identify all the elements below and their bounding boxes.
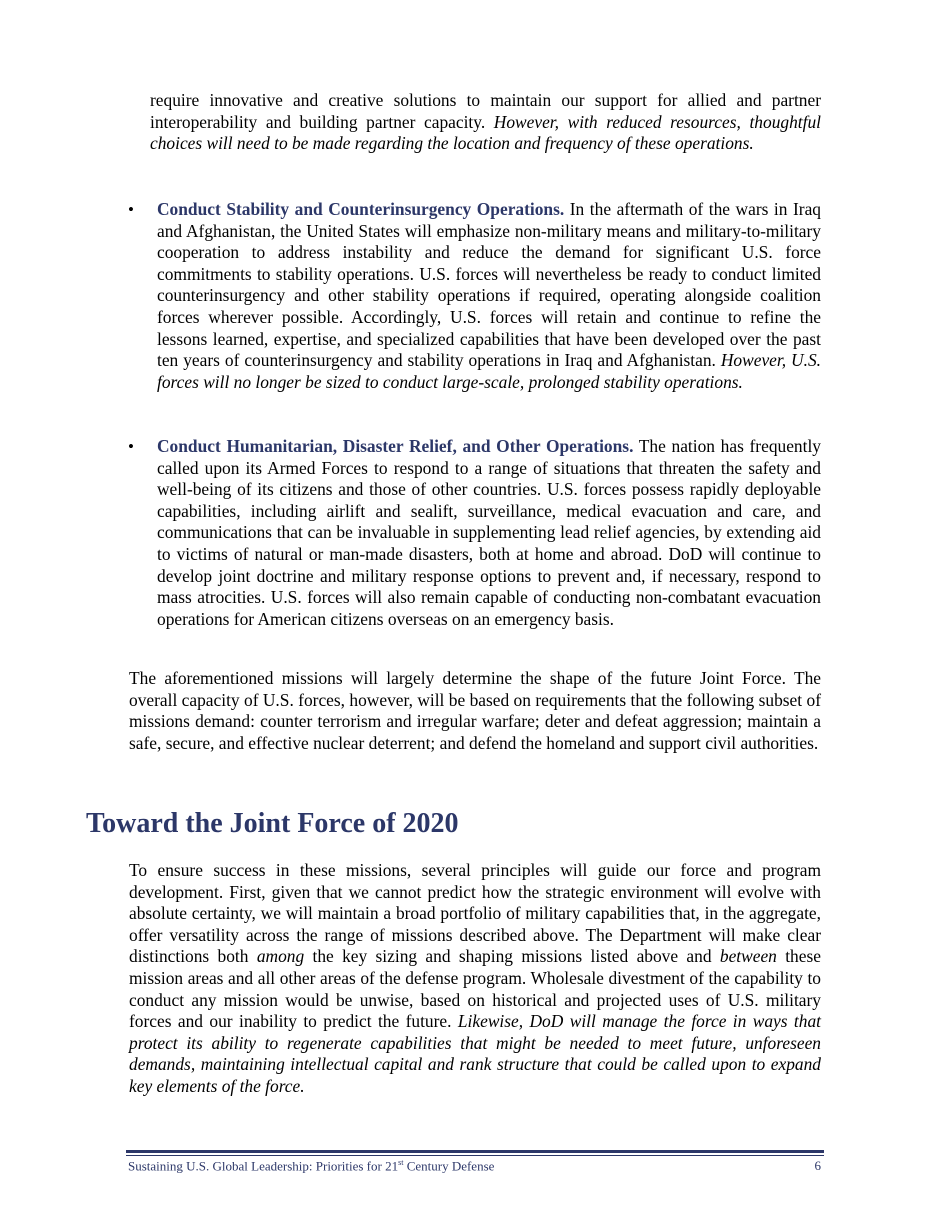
continuation-paragraph [150, 90, 821, 155]
section-text: the key sizing and shaping missions listed above and [312, 946, 712, 967]
bullet-lead: Conduct Humanitarian, Disaster Relief, and Other Operations. [157, 436, 634, 456]
bullet-lead: Conduct Stability and Counterinsurgency Operations. [157, 199, 565, 219]
bullet-text: The nation has frequently called upon its Armed Forces to respond to a range of situations that threaten the safety and well-being of its citizens and those of other countries. U.S. forces possess rapidly deployable capabilities, including airlift and sealift, surveillance, medical evacuation and care, and communications that can be invaluable in supplementing lead relief agencies, by extending aid to victims of natural or man-made disasters, both at home and abroad. DoD will continue to develop joint doctrine and military response options to prevent and, if necessary, respond to mass atrocities. U.S. forces will also remain capable of conducting non-combatant evacuation operations for American citizens overseas on an emergency basis. [157, 436, 821, 629]
bullet-stability [157, 199, 821, 393]
emphasis-between: between [719, 946, 777, 967]
bullet-marker: • [128, 437, 134, 456]
emphasis-among: among [256, 946, 305, 967]
section-text: To ensure success in these missions, several principles will guide our force and program development. First, given that we cannot predict how the strategic environment will evolve with absolute certainty, we will maintain a broad portfolio of military capabilities that, in the aggregate, offer versatility across the range of missions described above. The Department will make clear distinctions both [129, 860, 821, 967]
section-paragraph [129, 860, 821, 1098]
summary-paragraph: The aforementioned missions will largely determine the shape of the future Joint Force. The overall capacity of U.S. forces, however, will be based on requirements that the following subset of missions demand: counter terrorism and irregular warfare; deter and defeat aggression; maintain a safe, secure, and effective nuclear deterrent; and defend the homeland and support civil authorities. [129, 668, 821, 753]
footer-rule [126, 1150, 824, 1153]
continuation-text: require innovative and creative solutions to maintain our support for allied and partner interoperability and building partner capacity. [150, 90, 821, 132]
footer-rule-thin [126, 1155, 824, 1156]
bullet-marker: • [128, 200, 134, 219]
section-text: these mission areas and all other areas of the defense program. Wholesale divestment of the capability to conduct any mission would be unwise, based on historical and projected uses of U.S. military forces and our inability to predict the future. [129, 946, 821, 1032]
bullet-text: In the aftermath of the wars in Iraq and Afghanistan, the United States will emphasize non-military means and military-to-military cooperation to address instability and reduce the demand for significant U.S. force commitments to stability operations. U.S. forces will nevertheless be ready to conduct limited counterinsurgency and other stability operations if required, operating alongside coalition forces wherever possible. Accordingly, U.S. forces will retain and continue to refine the lessons learned, expertise, and specialized capabilities that have been developed over the past ten years of counterinsurgency and stability operations in Iraq and Afghanistan. [157, 199, 821, 371]
section-heading: Toward the Joint Force of 2020 [86, 808, 459, 839]
bullet-humanitarian [157, 436, 821, 630]
footer-title: Sustaining U.S. Global Leadership: Priorities for 21st Century Defense [128, 1158, 495, 1174]
page-number: 6 [814, 1158, 821, 1173]
bullet-italic: However, U.S. forces will no longer be sized to conduct large-scale, prolonged stability operations. [157, 350, 821, 392]
continuation-italic: However, with reduced resources, thoughtful choices will need to be made regarding the location and frequency of these operations. [150, 111, 821, 154]
section-italic: Likewise, DoD will manage the force in ways that protect its ability to regenerate capabilities that might be needed to meet future, unforeseen demands, maintaining intellectual capital and rank structure that could be called upon to expand key elements of the force. [129, 1011, 821, 1096]
